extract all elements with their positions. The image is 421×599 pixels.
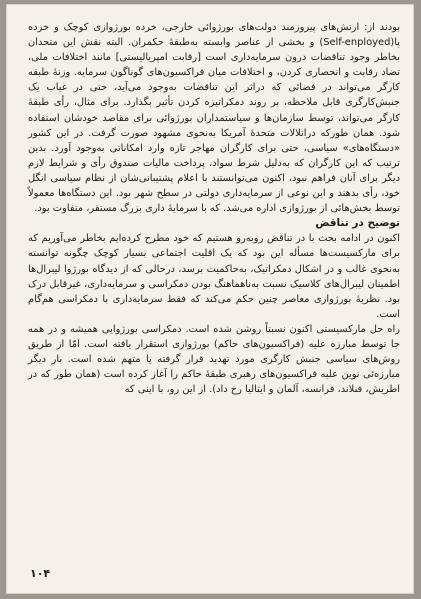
body-paragraph-1: بودند از: ارتش‌های پیروزمند دولت‌های بورژوائی خارجی، خرده بورژوازی کوچک و خرده پا(Self-enployed) و بخشی از عناصر وابسته به‌طبقهٔ حکمران. البته نقش این متحدان بخاطر وجود تناقضات درون سرمایه‌داری است [رقابت امپریالیستی] مانند اختلافات ملی، تضاد رقابت و انحصاری کردن، و اختلافات میان فراکسیون‌های گوناگون سرمایه. وزنهٔ طبقه کارگر می‌تواند در فضائی که دراثر این تناقضات به‌وجود می‌آید، حتی در غیاب یک جنبش‌کارگری قابل ملاحظه، بر روند دمکراتیزه کردن تأثیر بگذارد. برای مثال، رأی طبقهٔ کارگر می‌تواند، توسط سازمان‌ها و سیاستمداران بورژوائی برای مقاصد خودشان استفاده شود. همان طورکه دراتلالات متحدهٔ آمریکا به‌نحوی مشهود صورت گرفت. در این کشور «دستگاه‌های» سیاسی، حتی برای کارگران مهاجر تازه وارد امکاناتی به‌وجود آورد. بدین ترتیب که این کارگران که به‌دلیل شرط سواد، پرداخت مالیات صندوق رأی و شرایط لازم دیگر برای آنان فراهم نبود، اکنون می‌توانستند با اعلام پشتیبانی‌شان از نظام سیاسی انگل خود، رأی بدهند و این نوعی از سرمایه‌داری دولتی در سطح شهر بود. این دستگاه‌ها معمولاً توسط بخش‌هائی از بورژوازی اداره می‌شد. که با سرمایهٔ داری بزرگ مستقر، متفاوت بود. — [28, 22, 400, 215]
text-column — [28, 20, 400, 397]
body-paragraph-2: اکنون در ادامه بحث با در تناقض روبه‌رو هستیم که خود مطرح کرده‌ایم بخاطر می‌آوریم که برای مارکسیست‌ها مسأله این بود که یک اقلیت اجتماعی بسیار کوچک چگونه توانسته به‌نحوی غالب و در اشکال دمکراتیک، به‌حاکمیت برسد، درحالی که از دیدگاه بورژوا لیبرال‌ها اطمینان لیبرال‌های کلاسیک نسبت به‌ناهماهنگ بودن دمکراسی و سرمایه‌داری، غیرقابل درک بود. نظریهٔ بورژوازی معاصر چنین حکم می‌کند که فقط سرمایه‌داری با دمکراسی هم‌گام است. — [28, 233, 400, 320]
book-page — [6, 4, 414, 594]
page-number: ۱۰۴ — [30, 567, 51, 580]
section-heading: توضیح در تناقض — [315, 217, 400, 230]
body-paragraph-3: راه حل مارکسیستی اکنون نسبتاً روشن شده است. دمکراسی بورژوایی همیشه و در همه جا توسط مبارزه علیه (فراکسیون‌های حاکم) بورژوازی استقرار یافته است. امّا از طریق روش‌های سیاسی جنبش کارگری مورد تهدید قرار گرفته یا متهم شده است. بار دیگر مبارزه‌ئی نوین علیه فراکسیون‌های رهبری طبقهٔ حاکم را آغاز کرده است (همان طور که در اطریش، فنلاند، فرانسه، آلمان و ایتالیا رخ داد). از این رو، با اینی که — [28, 323, 400, 396]
